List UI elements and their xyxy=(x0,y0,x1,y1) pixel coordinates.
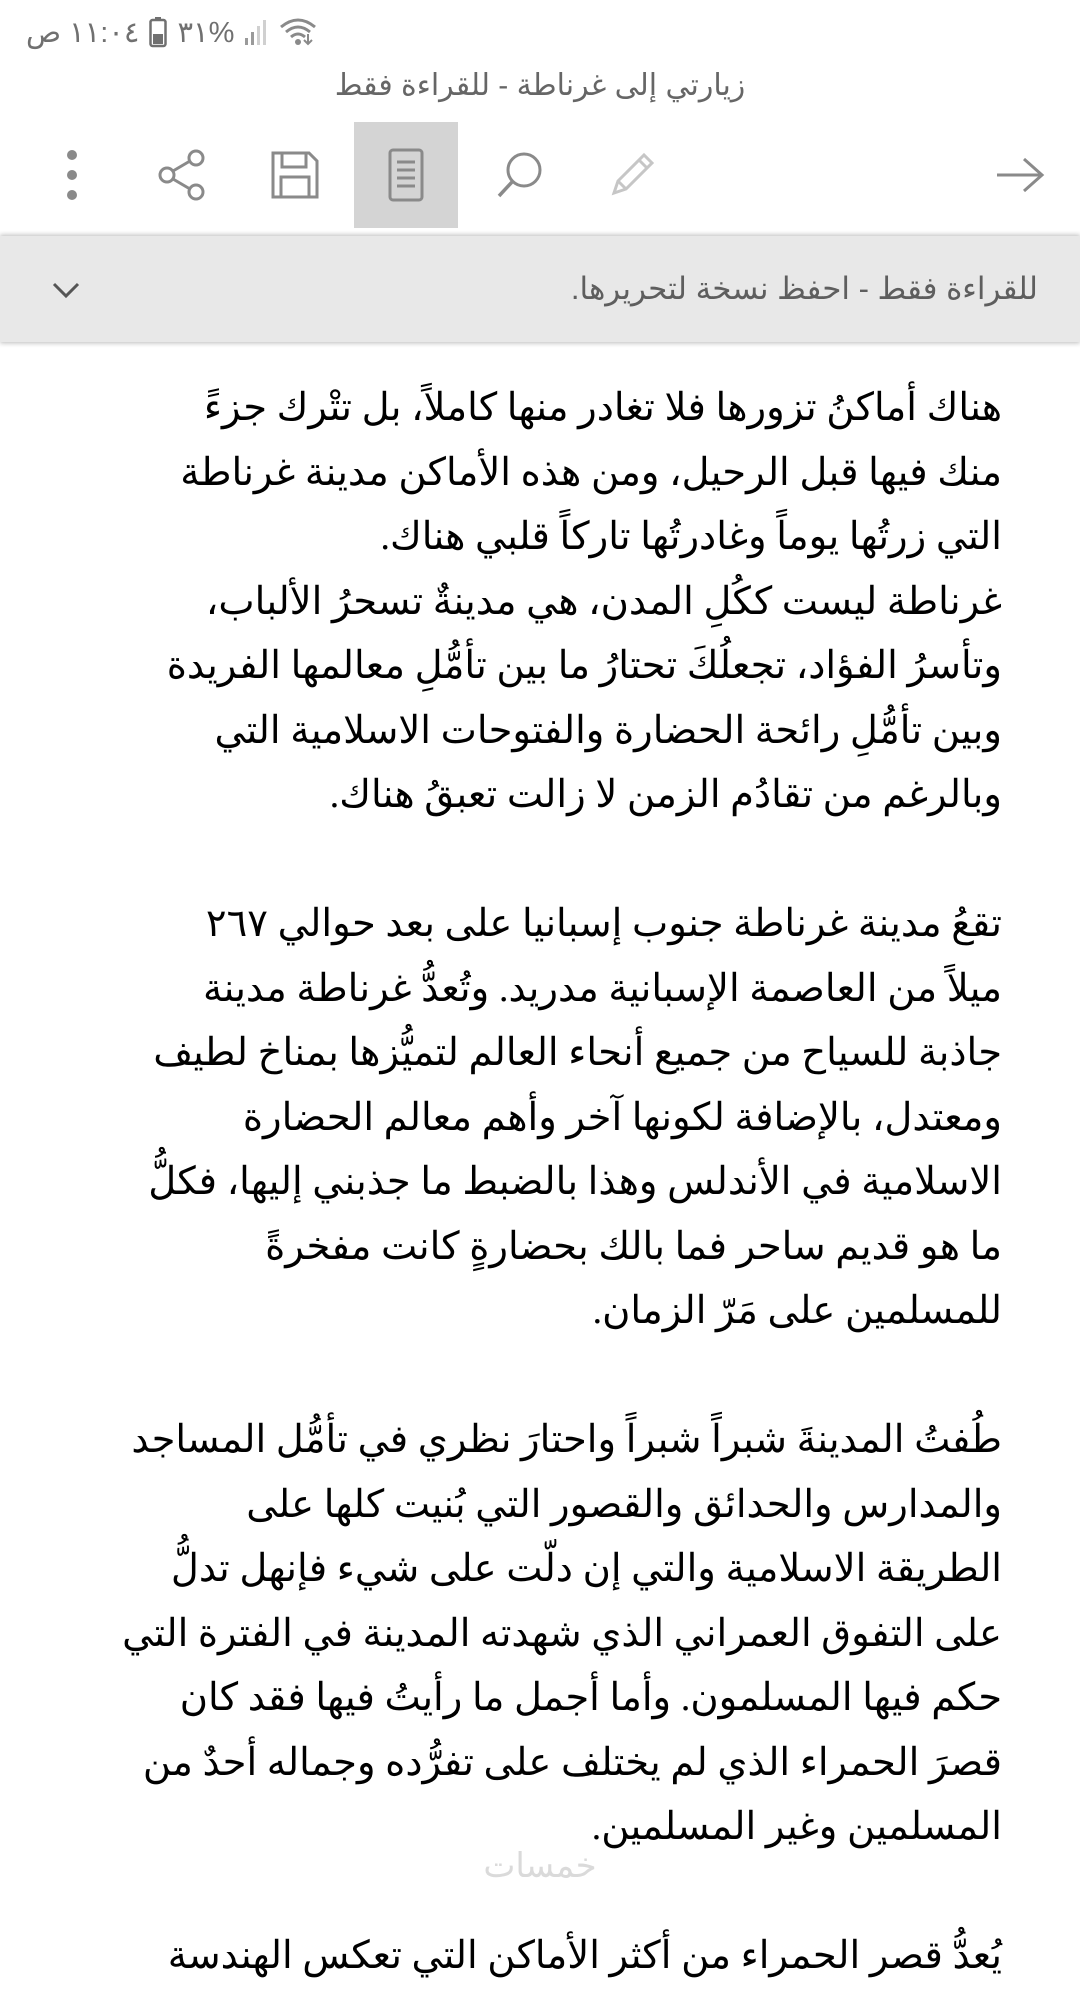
text-line: على التفوق العمراني الذي شهدته المدينة في الفترة التي xyxy=(122,1612,1002,1655)
paragraph-spacer xyxy=(80,828,1002,893)
clock xyxy=(26,15,139,50)
paragraph xyxy=(80,1924,1002,1989)
search-button[interactable] xyxy=(468,122,572,228)
text-line: الطريقة الاسلامية والتي إن دلّت على شيء فإنهل تدلُّ xyxy=(170,1548,1002,1590)
text-line: تقعُ مدينة غرناطة جنوب إسبانيا على بعد حوالي ٢٦٧ xyxy=(205,903,1002,945)
back-button[interactable] xyxy=(968,122,1072,228)
more-options-icon xyxy=(62,149,82,201)
document-body xyxy=(80,376,1002,1989)
text-line: ميلاً من العاصمة الإسبانية مدريد. وتُعدُّ غرناطة مدينة xyxy=(202,967,1002,1010)
text-line: قصرَ الحمراء الذي لم يختلف على تفرُّده وجماله أحدٌ من xyxy=(142,1741,1002,1784)
text-line: طُفتُ المدينةَ شبراً شبراً واحتارَ نظري في تأمُّل المساجد xyxy=(131,1419,1002,1461)
save-button[interactable] xyxy=(243,122,347,228)
text-line: والمدارس والحدائق والقصور التي بُنيت كلها على xyxy=(246,1483,1002,1526)
text-line: جاذبة للسياح من جميع أنحاء العالم لتميُّزها بمناخ لطيف xyxy=(153,1032,1002,1074)
battery-icon xyxy=(149,17,167,47)
edit-button[interactable] xyxy=(580,122,684,228)
battery-level: ٣١% xyxy=(177,16,235,49)
text-line: حكم فيها المسلمون. وأما أجمل ما رأيتُ فيها فقد كان xyxy=(179,1677,1002,1719)
text-line: منك فيها قبل الرحيل، ومن هذه الأماكن مدينة غرناطة xyxy=(180,451,1002,494)
status-left-group xyxy=(26,10,318,54)
text-line: وبالرغم من تقادُم الزمن لا زالت تعبقُ هناك. xyxy=(329,774,1002,816)
text-line: هناك أماكنُ تزورها فلا تغادر منها كاملاً، بل تتْرك جزءً xyxy=(203,387,1002,429)
text-line: ومعتدل، بالإضافة لكونها آخر وأهم معالم الحضارة xyxy=(242,1096,1002,1139)
text-line: غرناطة ليست ككُلِ المدن، هي مدينةٌ تسحرُ الألباب، xyxy=(205,580,1002,623)
reading-mode-button[interactable] xyxy=(354,122,458,228)
text-line: يُعدُّ قصر الحمراء من أكثر الأماكن التي تعكس الهندسة xyxy=(167,1935,1002,1977)
watermark: خمسات xyxy=(483,1847,597,1885)
read-only-message: للقراءة فقط - احفظ نسخة لتحريرها. xyxy=(570,271,1038,306)
clock-period: ص xyxy=(26,16,62,49)
clock-time: ١١:٠٤ xyxy=(69,16,140,49)
save-icon xyxy=(269,149,321,201)
text-line: وتأسرُ الفؤاد، تجعلُكَ تحتارُ ما بين تأمُّلِ معالمها الفريدة xyxy=(166,645,1002,687)
edit-icon xyxy=(606,149,658,201)
document-title: زيارتي إلى غرناطة - للقراءة فقط xyxy=(334,69,746,102)
paragraph-spacer xyxy=(80,1344,1002,1409)
more-options-button[interactable] xyxy=(20,122,124,228)
info-bar-expand-button[interactable] xyxy=(46,272,86,308)
wifi-icon xyxy=(278,16,318,48)
share-icon xyxy=(156,149,208,201)
search-icon xyxy=(494,149,546,201)
text-line: التي زرتُها يوماً وغادرتُها تاركاً قلبي هناك. xyxy=(380,516,1002,558)
paragraph xyxy=(80,1408,1002,1860)
read-only-info-bar xyxy=(0,236,1080,342)
toolbar xyxy=(0,122,1080,230)
text-line: للمسلمين على مَرّ الزمان. xyxy=(592,1290,1002,1332)
text-line: ما هو قديم ساحر فما بالك بحضارةٍ كانت مفخرةً xyxy=(265,1225,1002,1268)
status-bar xyxy=(0,0,1080,64)
text-line: وبين تأمُّلِ رائحة الحضارة والفتوحات الاسلامية التي xyxy=(214,709,1002,752)
paragraph xyxy=(80,376,1002,828)
text-line: المسلمين وغير المسلمين. xyxy=(591,1806,1002,1848)
paragraph xyxy=(80,892,1002,1344)
share-button[interactable] xyxy=(130,122,234,228)
signal-icon xyxy=(244,18,268,46)
text-line: الاسلامية في الأندلس وهذا بالضبط ما جذبني إليها، فكلُّ xyxy=(148,1161,1002,1203)
back-arrow-icon xyxy=(994,155,1046,195)
reading-mode-icon xyxy=(386,147,426,203)
chevron-down-icon xyxy=(46,295,86,312)
